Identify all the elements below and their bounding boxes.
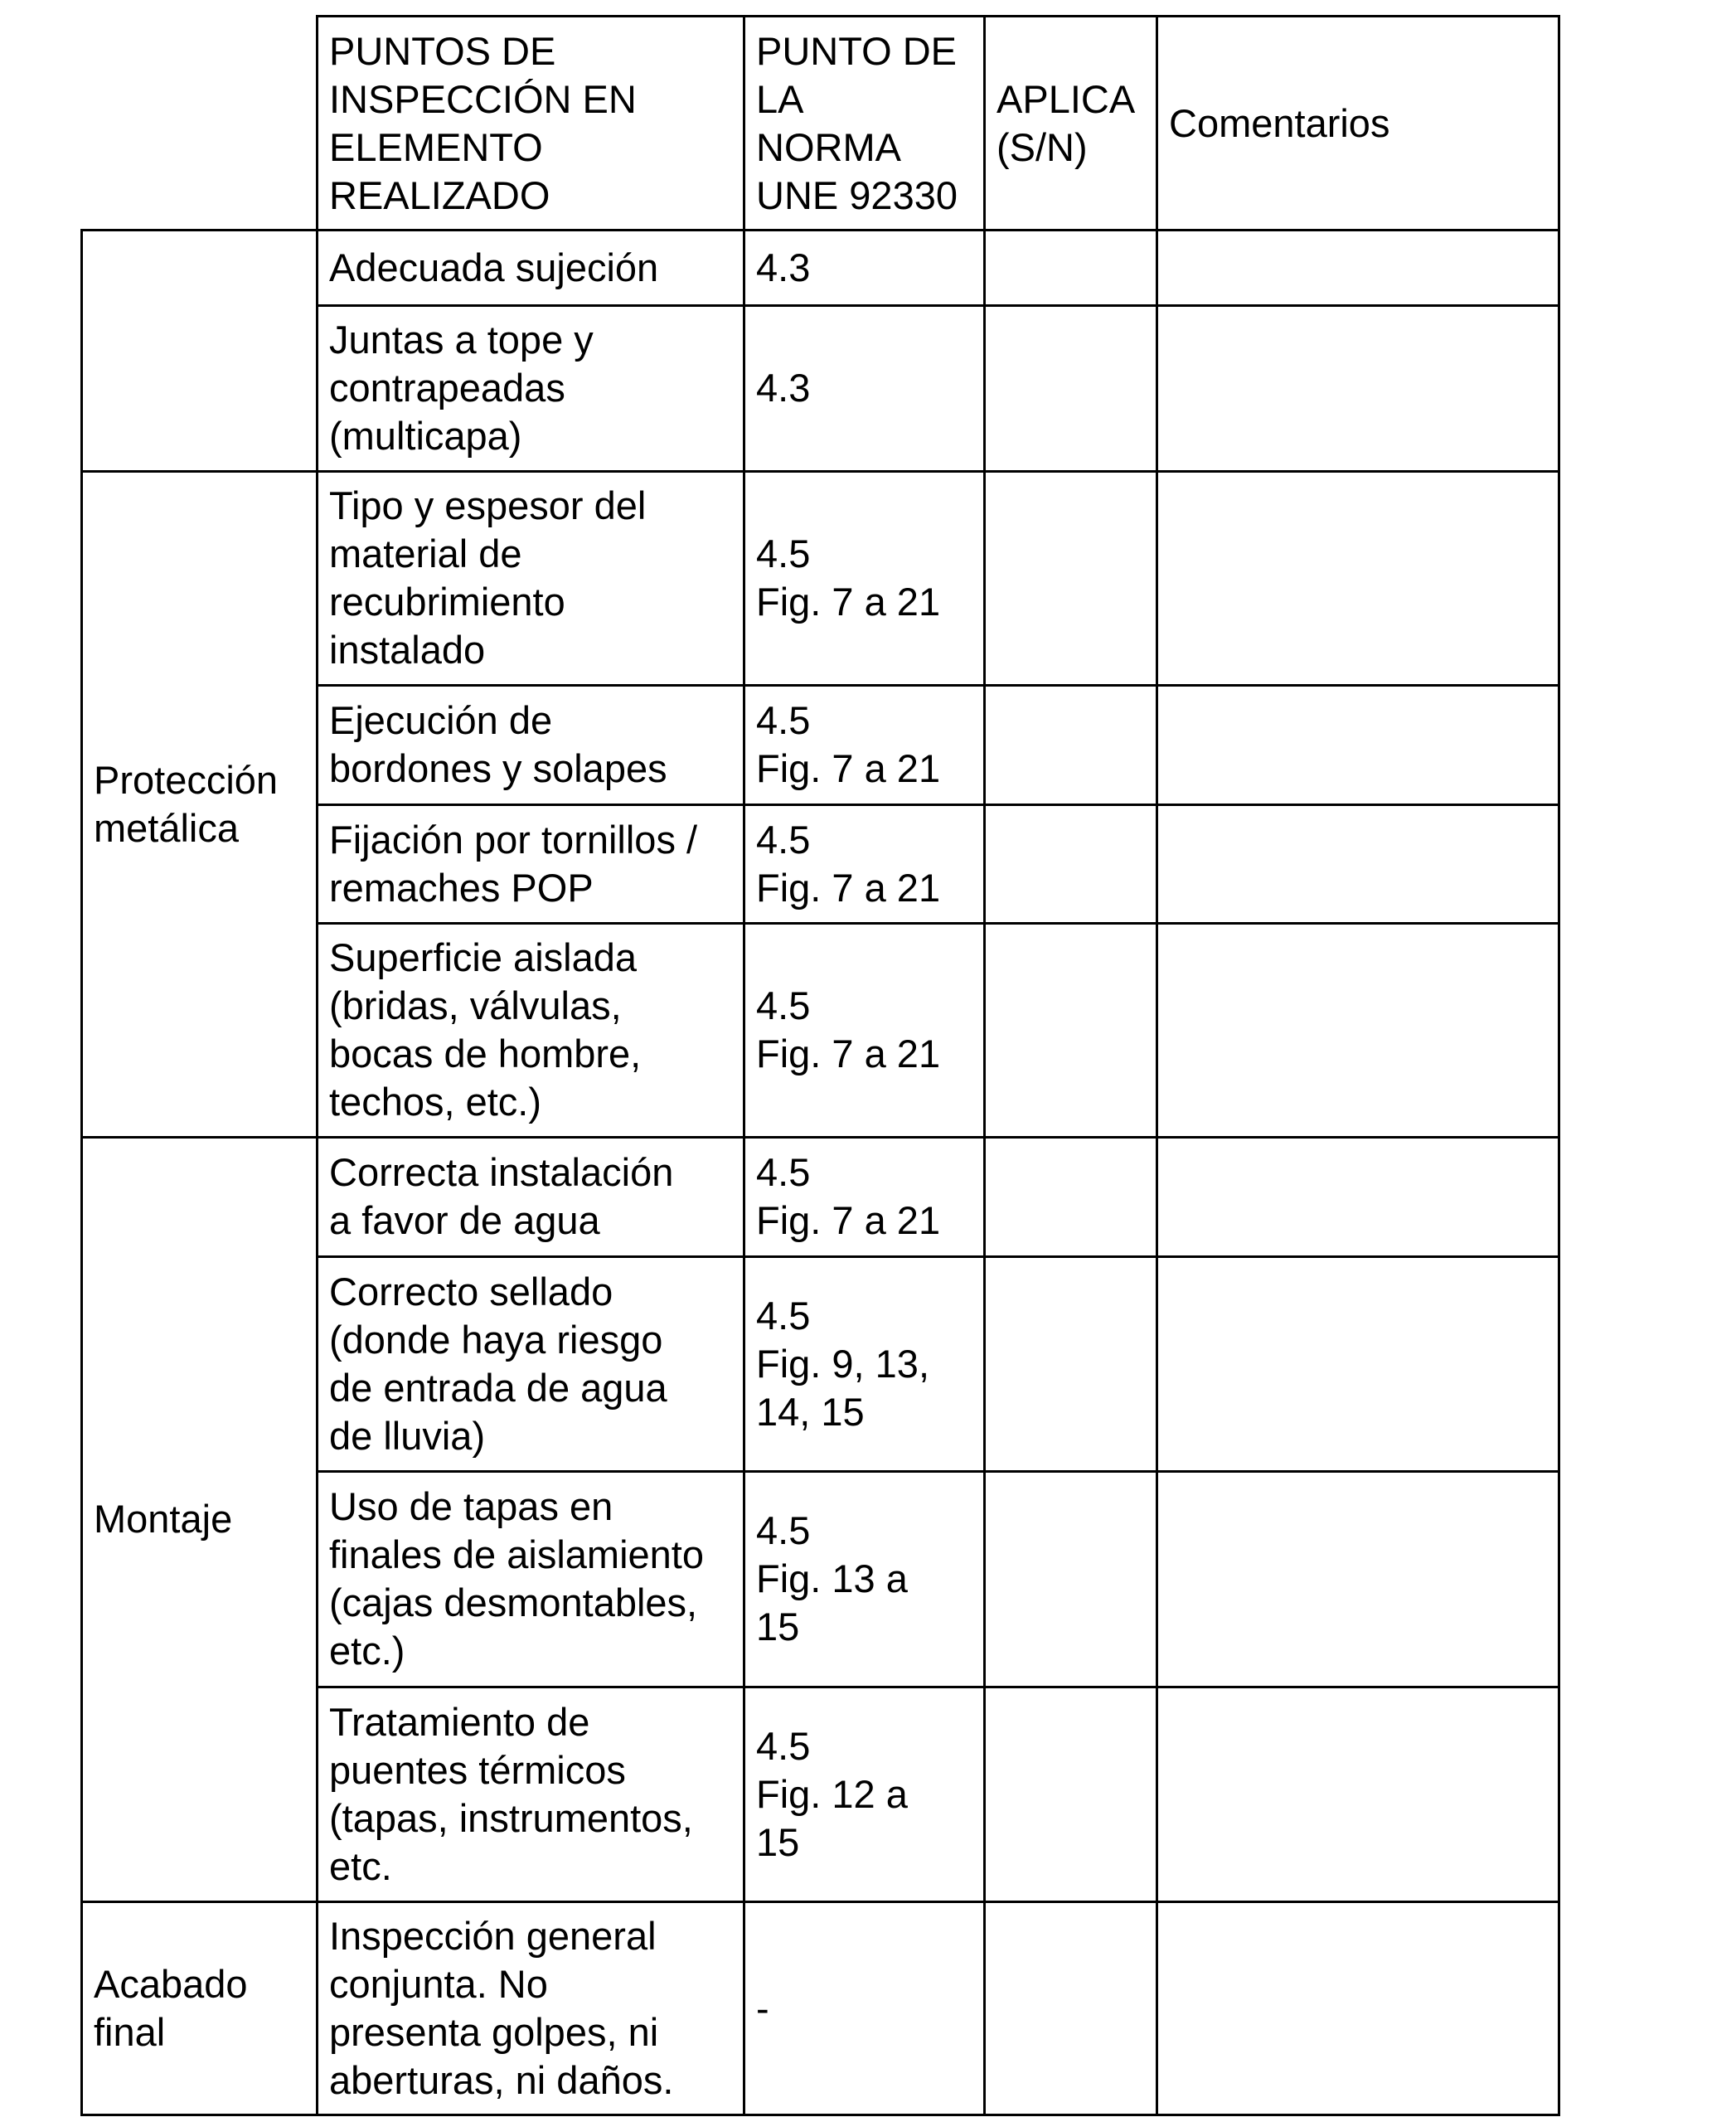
table-row-point: Uso de tapas en finales de aislamiento (cajas desmontables, etc.) [329, 1484, 704, 1673]
group-label-proteccion-metalica: Protección metálica [94, 757, 279, 850]
table-row-norm: 4.5 Fig. 7 a 21 [756, 698, 941, 790]
group-label [81, 230, 317, 471]
table-row-point: Correcto sellado (donde haya riesgo de entrada de agua de lluvia) [329, 1269, 667, 1458]
table-row-point: Correcta instalación a favor de agua [329, 1150, 674, 1242]
table-row-norm: - [756, 1985, 769, 2030]
grid-line [80, 229, 83, 2115]
grid-line [80, 2114, 1560, 2116]
grid-line [316, 304, 1560, 307]
table-row-comments[interactable] [1157, 1137, 1559, 1256]
table-row-comments[interactable] [1157, 1687, 1559, 1901]
table-row-point: Tipo y espesor del material de recubrimiento instalado [329, 483, 647, 672]
table-row-applies[interactable] [984, 1256, 1157, 1471]
table-row-comments[interactable] [1157, 923, 1559, 1137]
header-comments: Comentarios [1169, 100, 1390, 145]
grid-line [316, 1255, 1560, 1258]
table-row-comments[interactable] [1157, 1901, 1559, 2115]
group-label-montaje: Montaje [94, 1497, 233, 1541]
table-row-applies[interactable] [984, 685, 1157, 804]
table-row-applies[interactable] [984, 1471, 1157, 1687]
grid-line [316, 15, 1560, 17]
table-row-applies[interactable] [984, 1687, 1157, 1901]
group-label-acabado-final: Acabado final [94, 1961, 248, 2054]
table-row-norm: 4.5 Fig. 7 a 21 [756, 817, 941, 910]
grid-line [743, 15, 745, 2115]
table-row-norm: 4.3 [756, 366, 811, 410]
header-norm-point: PUNTO DE LA NORMA UNE 92330 [756, 28, 958, 217]
grid-line [983, 15, 986, 2115]
table-row-comments[interactable] [1157, 230, 1559, 305]
grid-line [80, 470, 1560, 473]
table-row-comments[interactable] [1157, 685, 1559, 804]
grid-line [80, 1901, 1560, 1903]
table-row-norm: 4.5 Fig. 7 a 21 [756, 1150, 941, 1242]
grid-line [316, 15, 318, 2115]
grid-line [80, 229, 1560, 231]
table-row-applies[interactable] [984, 305, 1157, 471]
table-row-point: Juntas a tope y contrapeadas (multicapa) [329, 318, 594, 458]
header-inspection-points: PUNTOS DE INSPECCIÓN EN ELEMENTO REALIZADO [329, 28, 637, 217]
table-row-point: Inspección general conjunta. No presenta golpes, ni aberturas, ni daños. [329, 1913, 674, 2102]
table-row-norm: 4.3 [756, 245, 811, 289]
table-row-norm: 4.5 Fig. 12 a 15 [756, 1723, 908, 1864]
table-row-point: Fijación por tornillos / remaches POP [329, 817, 698, 910]
table-row-comments[interactable] [1157, 471, 1559, 685]
table-row-applies[interactable] [984, 471, 1157, 685]
table-row-point: Tratamiento de puentes térmicos (tapas, instrumentos, etc. [329, 1699, 693, 1888]
table-row-point: Ejecución de bordones y solapes [329, 698, 667, 790]
grid-line [316, 1470, 1560, 1473]
grid-line [80, 1136, 1560, 1139]
table-row-applies[interactable] [984, 804, 1157, 923]
header-applies: APLICA (S/N) [997, 76, 1136, 169]
grid-line [316, 684, 1560, 687]
table-row-point: Adecuada sujeción [329, 245, 659, 289]
table-row-point: Superficie aislada (bridas, válvulas, bocas de hombre, techos, etc.) [329, 935, 642, 1124]
table-row-applies[interactable] [984, 1137, 1157, 1256]
grid-line [1156, 15, 1158, 2115]
table-row-comments[interactable] [1157, 1471, 1559, 1687]
grid-line [316, 804, 1560, 806]
grid-line [316, 922, 1560, 925]
table-row-norm: 4.5 Fig. 7 a 21 [756, 532, 941, 624]
table-row-applies[interactable] [984, 923, 1157, 1137]
grid-line [316, 1686, 1560, 1688]
table-row-norm: 4.5 Fig. 7 a 21 [756, 983, 941, 1075]
table-row-norm: 4.5 Fig. 13 a 15 [756, 1508, 908, 1648]
table-row-norm: 4.5 Fig. 9, 13, 14, 15 [756, 1293, 929, 1434]
table-row-applies[interactable] [984, 1901, 1157, 2115]
grid-line [1558, 15, 1560, 2115]
table-row-comments[interactable] [1157, 1256, 1559, 1471]
table-row-applies[interactable] [984, 230, 1157, 305]
table-row-comments[interactable] [1157, 804, 1559, 923]
table-row-comments[interactable] [1157, 305, 1559, 471]
